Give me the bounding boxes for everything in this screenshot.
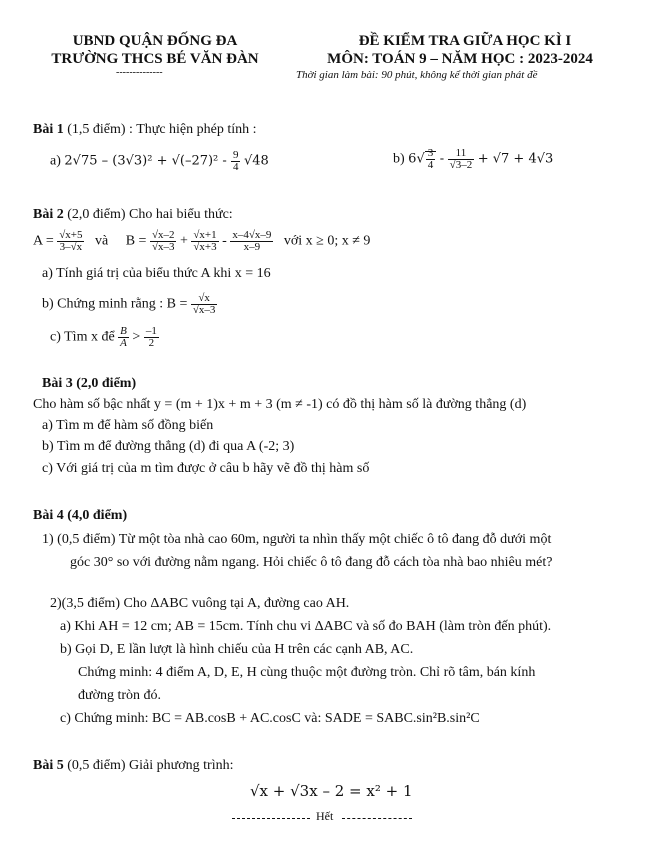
bai4-p1-line2: góc 30° so với đường nằm ngang. Hỏi chiếc ô tô đang đỗ cách tòa nhà bao nhiêu mét? [70, 555, 553, 570]
bai2-b [42, 293, 217, 316]
bai3-b: b) Tìm m để đường thẳng (d) đi qua A (-2; 3) [42, 439, 295, 454]
frac-num: √x+5 [59, 229, 83, 241]
frac-den: √x+3 [193, 241, 217, 253]
frac-den: 4 [427, 159, 434, 171]
frac-num: 9 [232, 149, 239, 161]
bai5-title: Bài 5 [33, 758, 64, 773]
B-label: B = [125, 233, 147, 249]
bai2-c-text: c) Tìm x để [50, 329, 115, 345]
bai1-b-frac1 [426, 148, 436, 171]
footer-end: Hết [316, 809, 334, 823]
bai5-heading [33, 758, 233, 774]
frac-num: √x [191, 293, 218, 305]
and-word: và [94, 233, 109, 249]
bai1-b-frac2 [448, 148, 475, 171]
bai1-b: b) 6√ $\frac{3}{4}$ - $\frac{11}{√3-2}$ + √7 + 4√3 [393, 147, 554, 171]
A-label: A = [33, 233, 54, 249]
A-frac [57, 230, 84, 253]
bai1-a-expr: 2√75 – (3√3)² + √(–27)² - [64, 153, 231, 169]
bai5-equation: √x + √3x – 2 = x² + 1 [250, 782, 413, 800]
bai4-p2-a: a) Khi AH = 12 cm; AB = 15cm. Tính chu vi ΔABC và số đo BAH (làm tròn đến phút). [60, 619, 552, 634]
B-frac1 [150, 230, 177, 253]
school-district: UBND QUẬN ĐỐNG ĐA [72, 33, 238, 49]
bai3-a: a) Tìm m để hàm số đồng biến [42, 418, 214, 433]
bai1-b-label: b) [393, 151, 405, 167]
bai2-b-frac [191, 293, 218, 316]
B-frac3 [230, 230, 273, 253]
frac-num: √x–2 [151, 229, 175, 241]
footer-rule-right [342, 818, 412, 819]
bai3-intro: Cho hàm số bậc nhất y = (m + 1)x + m + 3 (m ≠ -1) có đồ thị hàm số là đường thẳng (d) [33, 397, 527, 412]
footer-rule-left [232, 818, 310, 819]
frac-den: √3–2 [449, 159, 473, 171]
bai3-title: Bài 3 (2,0 điểm) [42, 376, 137, 391]
frac-num: x–4√x–9 [232, 229, 272, 241]
bai1-b-tail: + √7 + 4√3 [477, 151, 554, 167]
frac-den: 3–√x [59, 241, 83, 253]
frac-num: 3 [427, 147, 434, 159]
exam-time: Thời gian làm bài: 90 phút, không kể thời gian phát đề [296, 69, 538, 81]
frac-den: x–9 [243, 241, 261, 253]
frac-den: 2 [148, 337, 155, 349]
bai1-heading [33, 122, 257, 138]
bai4-p1-line1: 1) (0,5 điểm) Từ một tòa nhà cao 60m, người ta nhìn thấy một chiếc ô tô đang đỗ dưới một [42, 532, 552, 547]
bai2-score: (2,0 điểm) Cho hai biểu thức: [67, 207, 233, 222]
school-name: TRƯỜNG THCS BÉ VĂN ĐÀN [51, 51, 259, 67]
bai1-b-coef: 6 [408, 151, 417, 167]
bai1-score: (1,5 điểm) : Thực hiện phép tính : [67, 122, 257, 137]
frac-num: 11 [448, 148, 475, 160]
B-frac2 [191, 230, 218, 253]
bai2-expressions: A = $\frac{√x+5}{3-√x}$ và B = $\frac{√x-2}{√x-3}$ + $\frac{√x+1}{√x+3}$ - $\frac{x-4√x-9}{x-9}$ với x ≥ 0; x ≠ 9 [33, 229, 371, 253]
frac-den: √x–3 [192, 304, 216, 316]
bai2-c-frac [118, 326, 129, 349]
exam-title: ĐỀ KIỂM TRA GIỮA HỌC KÌ I [358, 33, 572, 49]
bai4-p2-b: b) Gọi D, E lần lượt là hình chiếu của H trên các cạnh AB, AC. [60, 642, 414, 657]
bai2-c-gt: > [132, 329, 141, 345]
bai2-a: a) Tính giá trị của biểu thức A khi x = 16 [42, 266, 271, 281]
bai2-b-text: b) Chứng minh rằng : B = [42, 296, 188, 312]
frac-num: √x+1 [193, 229, 217, 241]
bai4-title: Bài 4 (4,0 điểm) [33, 508, 128, 523]
bai2-condition: với x ≥ 0; x ≠ 9 [283, 233, 371, 249]
bai1-a [50, 150, 269, 173]
bai2-c-rhs [144, 326, 159, 349]
bai2-title: Bài 2 [33, 207, 64, 222]
frac-den: A [120, 337, 127, 349]
bai3-c: c) Với giá trị của m tìm được ở câu b hãy vẽ đồ thị hàm số [42, 461, 370, 476]
header-dashes: -------------- [116, 67, 163, 78]
frac-num: –1 [145, 325, 157, 337]
bai5-score: (0,5 điểm) Giải phương trình: [67, 758, 234, 773]
frac-den: 4 [232, 161, 239, 173]
bai1-a-label: a) [50, 153, 61, 169]
bai2-heading [33, 207, 233, 223]
bai1-title: Bài 1 [33, 122, 64, 137]
bai4-p2-title: 2)(3,5 điểm) Cho ΔABC vuông tại A, đường cao AH. [50, 596, 350, 611]
exam-subject: MÔN: TOÁN 9 – NĂM HỌC : 2023-2024 [327, 51, 593, 67]
frac-num: B [120, 325, 127, 337]
bai1-a-frac [231, 150, 241, 173]
bai4-p2-b2: Chứng minh: 4 điểm A, D, E, H cùng thuộc một đường tròn. Chỉ rõ tâm, bán kính [78, 665, 536, 680]
bai4-p2-c: c) Chứng minh: BC = AB.cosB + AC.cosC và: SADE = SABC.sin²B.sin²C [60, 711, 480, 726]
bai2-c [50, 326, 159, 349]
frac-den: √x–3 [151, 241, 175, 253]
bai1-a-tail: √48 [243, 153, 269, 169]
bai4-p2-b3: đường tròn đó. [78, 688, 162, 703]
